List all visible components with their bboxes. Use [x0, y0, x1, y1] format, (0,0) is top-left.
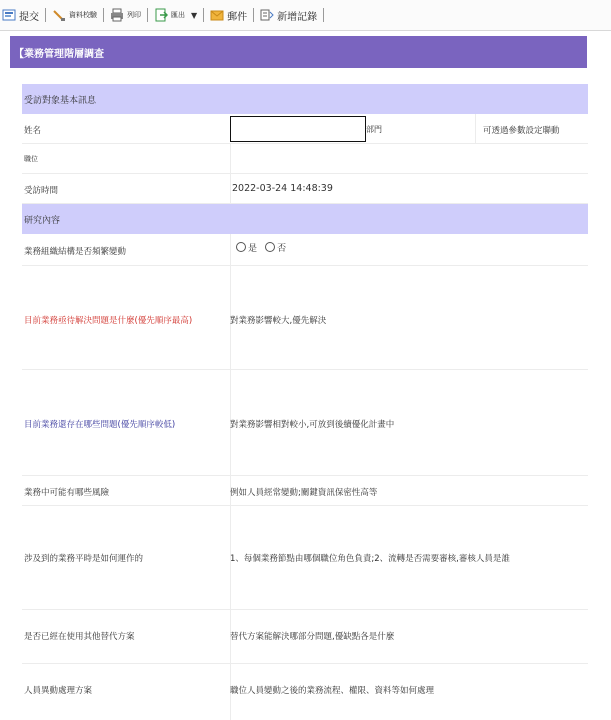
export-icon [154, 8, 168, 22]
verify-button[interactable] [50, 4, 99, 26]
export-label: 匯出 [171, 11, 185, 19]
radio-circle-icon [236, 242, 246, 252]
name-label: 姓名 [24, 126, 42, 136]
submit-label: 提交 [19, 11, 39, 23]
export-button[interactable] [152, 4, 199, 26]
printer-icon [110, 8, 124, 22]
print-button[interactable] [108, 4, 143, 26]
radio-circle-icon [265, 242, 275, 252]
mail-icon [210, 8, 224, 22]
print-label: 列印 [127, 11, 141, 19]
brush-icon [52, 8, 66, 22]
name-input[interactable] [230, 116, 366, 142]
q1-label: 業務組織結構是否頻繁變動 [24, 247, 127, 257]
position-label: 職位 [24, 155, 38, 163]
form-row-q7 [22, 664, 588, 720]
add-record-label: 新增記錄 [277, 11, 318, 23]
q6-label: 是否已經在使用其他替代方案 [24, 632, 135, 642]
q2-label: 目前業務亟待解決問題是什麼(優先順序最高) [24, 316, 193, 326]
verify-label: 資料校驗 [69, 11, 97, 19]
form-row-q4 [22, 476, 588, 506]
form-row-q6 [22, 610, 588, 664]
toolbar-divider [323, 8, 324, 22]
form-row-q3 [22, 370, 588, 476]
toolbar-divider [147, 8, 148, 22]
toolbar-divider [203, 8, 204, 22]
chevron-down-icon[interactable]: ▼ [191, 10, 198, 20]
q4-label: 業務中可能有哪些風險 [24, 488, 110, 498]
q3-value[interactable]: 對業務影響相對較小,可放到後續優化計畫中 [230, 420, 395, 430]
section-header-basic [22, 84, 588, 114]
submit-button[interactable] [0, 4, 41, 26]
radio-no[interactable]: 否 [265, 244, 286, 254]
dept-label: 部門 [366, 125, 382, 134]
time-value[interactable]: 2022-03-24 14:48:39 [232, 183, 333, 194]
form-row-position [22, 144, 588, 174]
toolbar-divider [103, 8, 104, 22]
radio-yes[interactable]: 是 [236, 244, 257, 254]
q7-label: 人員異動處理方案 [24, 686, 93, 696]
position-input[interactable] [231, 146, 584, 171]
add-record-button[interactable] [258, 4, 319, 26]
q5-label: 涉及到的業務平時是如何運作的 [24, 554, 144, 564]
toolbar-divider [45, 8, 46, 22]
q4-value[interactable]: 例如人員經常變動;關鍵資訊保密性高等 [230, 488, 378, 498]
section-title: 研究內容 [24, 215, 61, 226]
cell-divider [230, 174, 231, 203]
form-title: 【業務管理階層調查 [10, 36, 587, 68]
q2-value[interactable]: 對業務影響較大,優先解決 [230, 316, 327, 326]
form-row-name [22, 114, 588, 144]
section-title: 受訪對象基本訊息 [24, 95, 97, 106]
q5-value[interactable]: 1、每個業務節點由哪個職位角色負責;2、流轉是否需要審核,審核人員是誰 [230, 554, 510, 564]
toolbar [0, 0, 611, 31]
q7-value[interactable]: 職位人員變動之後的業務流程、權限、資料等如何處理 [230, 686, 435, 696]
form-row-q1 [22, 234, 588, 266]
dept-value[interactable]: 可透過參數設定聯動 [483, 126, 560, 136]
mail-button[interactable] [208, 4, 249, 26]
submit-icon [2, 8, 16, 22]
cell-divider [230, 234, 231, 265]
form-row-q5 [22, 506, 588, 610]
cell-divider [475, 114, 476, 144]
toolbar-divider [253, 8, 254, 22]
q3-label: 目前業務還存在哪些問題(優先順序較低) [24, 420, 176, 430]
q1-radio-group [236, 236, 289, 255]
form-row-q2 [22, 266, 588, 370]
q6-value[interactable]: 替代方案能解決哪部分問題,優缺點各是什麼 [230, 632, 395, 642]
add-record-icon [260, 8, 274, 22]
mail-label: 郵件 [227, 11, 248, 23]
time-label: 受訪時間 [24, 186, 59, 196]
section-header-research [22, 204, 588, 234]
form-row-time [22, 174, 588, 204]
